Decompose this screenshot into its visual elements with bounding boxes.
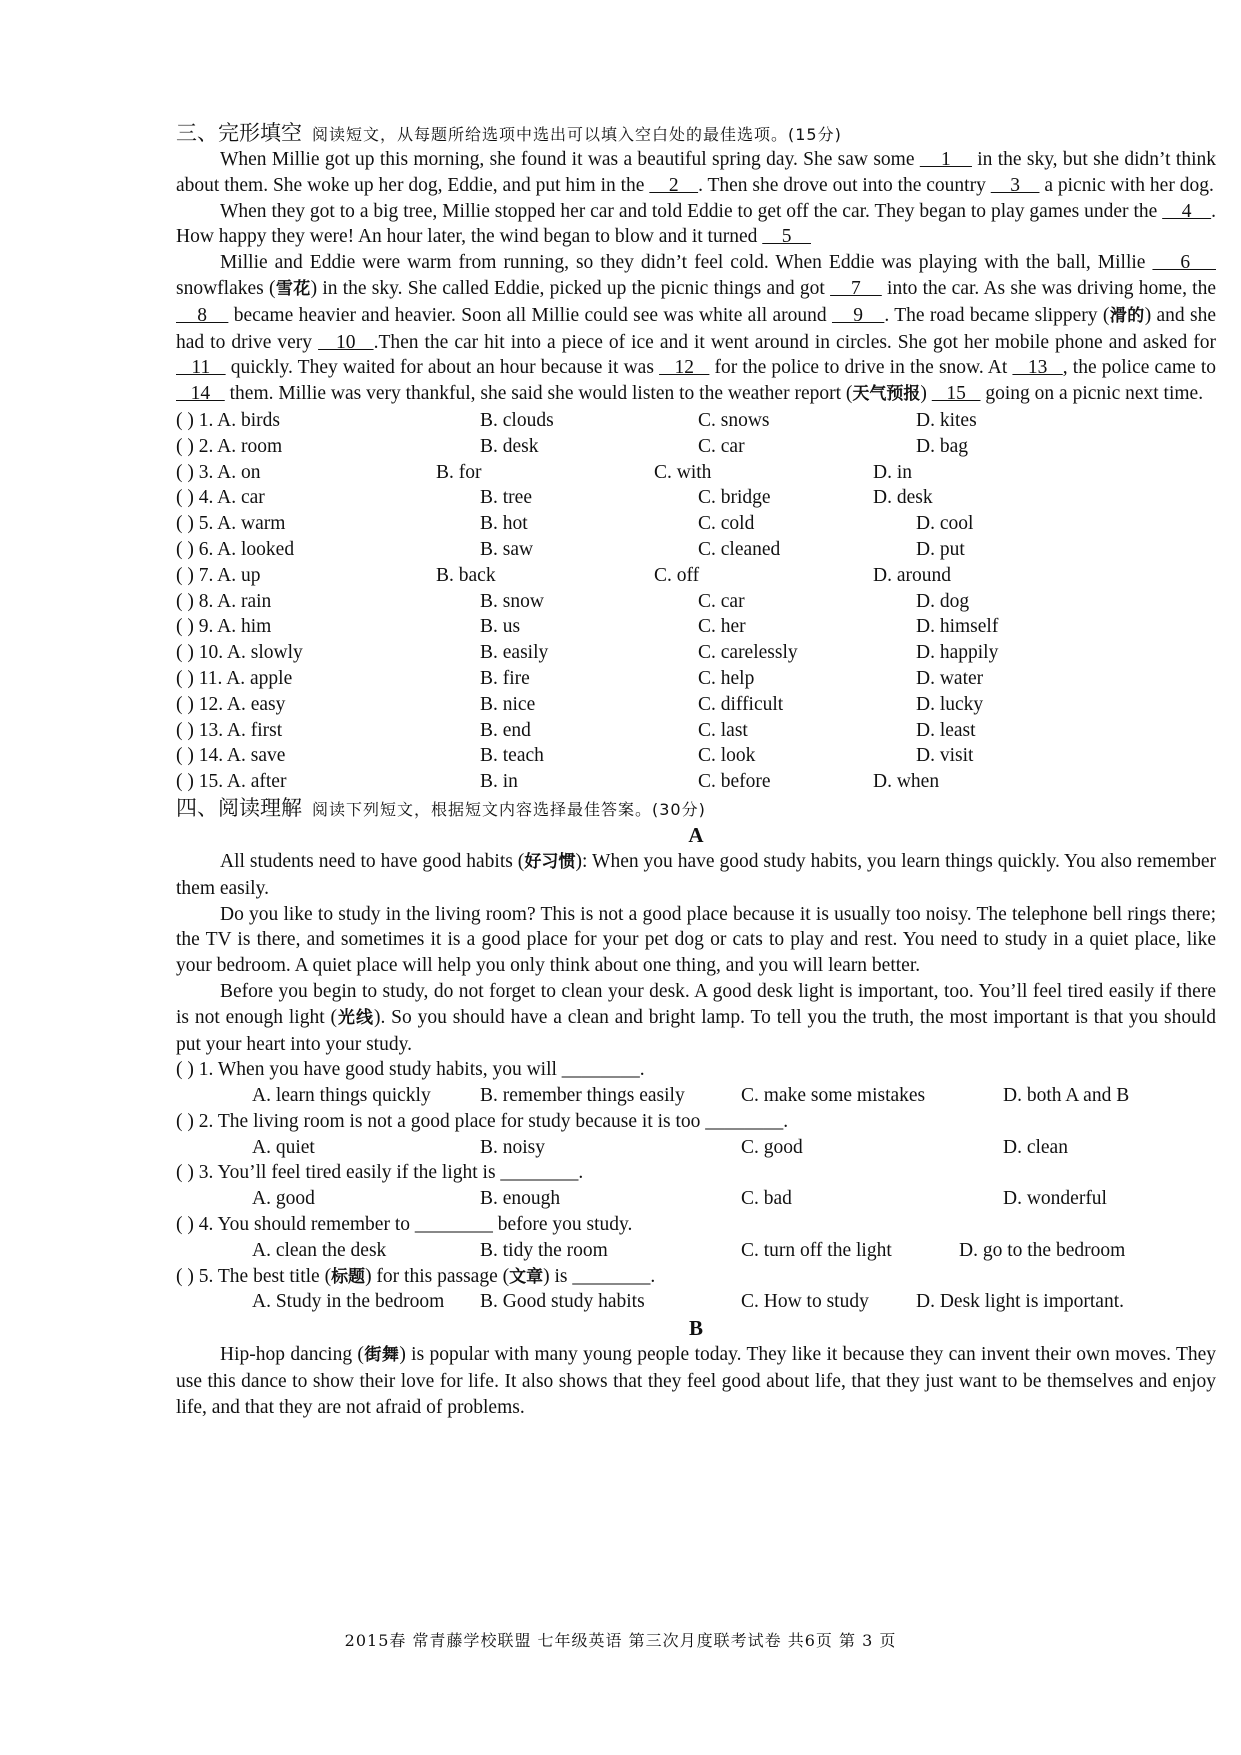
reading-question-5: ( ) 5. The best title (标题) for this passage (文章) is ________. xyxy=(176,1265,656,1287)
cloze-question-4: ( ) 4. A. car B. tree C. bridge D. desk xyxy=(176,487,933,509)
passage-a-paragraph-1: All students need to have good habits (好习惯): When you have good study habits, you learn things quickly. You also remember them easily. xyxy=(176,850,1216,899)
blank-11: 11 xyxy=(176,357,226,379)
blank-8: 8 xyxy=(176,304,229,326)
exam-page xyxy=(176,120,1216,1421)
passage-a-paragraph-3: Before you begin to study, do not forget to clean your desk. A good desk light is important, too. You’ll feel tired easily if there is not enough light (光线). So you should have a clean and bright lamp. To tell you the truth, the most important is that you should put your heart into your study. xyxy=(176,980,1217,1055)
reading-options-4: A. clean the desk B. tidy the room C. turn off the light D. go to the bedroom xyxy=(252,1239,1126,1261)
cloze-question-8: ( ) 8. A. rain B. snow C. car D. dog xyxy=(176,590,970,612)
section3-instruction: 阅读短文，从每题所给选项中选出可以填入空白处的最佳选项。(15分) xyxy=(312,125,842,144)
page-footer: 2015春 常青藤学校联盟 七年级英语 第三次月度联考试卷 共6页 第 3 页 xyxy=(344,1631,897,1650)
passage-a-questions xyxy=(176,1057,1216,1315)
cloze-options xyxy=(176,408,1216,795)
cloze-question-5: ( ) 5. A. warm B. hot C. cold D. cool xyxy=(176,513,974,535)
blank-12: 12 xyxy=(659,357,710,379)
passage-b xyxy=(176,1342,1216,1420)
cloze-passage xyxy=(176,147,1216,408)
cloze-question-7: ( ) 7. A. up B. back C. off D. around xyxy=(176,564,951,586)
section4-instruction: 阅读下列短文，根据短文内容选择最佳答案。(30分) xyxy=(312,799,706,819)
reading-question-2: ( ) 2. The living room is not a good place for study because it is too ________. xyxy=(176,1110,789,1132)
blank-4: 4 xyxy=(1162,200,1212,222)
section4-heading xyxy=(176,795,1216,822)
reading-question-1: ( ) 1. When you have good study habits, you will ________. xyxy=(176,1059,645,1081)
reading-question-3: ( ) 3. You’ll feel tired easily if the light is ________. xyxy=(176,1162,584,1184)
reading-options-3: A. good B. enough C. bad D. wonderful xyxy=(252,1188,1107,1210)
cloze-question-9: ( ) 9. A. him B. us C. her D. himself xyxy=(176,616,999,638)
blank-5: 5 xyxy=(762,226,811,248)
reading-options-5: A. Study in the bedroom B. Good study habits C. How to study D. Desk light is important. xyxy=(252,1291,1124,1313)
cloze-question-3: ( ) 3. A. on B. for C. with D. in xyxy=(176,461,912,483)
reading-options-1: A. learn things quickly B. remember things easily C. make some mistakes D. both A and B xyxy=(252,1085,1130,1107)
passage-b-label: B xyxy=(688,1316,703,1341)
section4-title: 四、阅读理解 xyxy=(176,795,302,820)
cloze-question-12: ( ) 12. A. easy B. nice C. difficult D. lucky xyxy=(176,693,984,715)
blank-9: 9 xyxy=(831,304,885,326)
passage-b-paragraph-1: Hip-hop dancing (街舞) is popular with many young people today. They like it because they can invent their own moves. They use this dance to show their love for life. It also shows that they feel good about life, that they just want to be themselves and enjoy life, and that they are not afraid of problems. xyxy=(176,1344,1217,1418)
cloze-question-11: ( ) 11. A. apple B. fire C. help D. water xyxy=(176,667,984,689)
cloze-question-2: ( ) 2. A. room B. desk C. car D. bag xyxy=(176,435,968,457)
passage-a xyxy=(176,849,1216,1057)
reading-question-4: ( ) 4. You should remember to ________ before you study. xyxy=(176,1214,633,1236)
cloze-paragraph-2: When they got to a big tree, Millie stopped her car and told Eddie to get off the car. They began to play games under the 4 . How happy they were! An hour later, the wind began to blow and it turned 5 xyxy=(176,200,1217,248)
cloze-question-14: ( ) 14. A. save B. teach C. look D. visit xyxy=(176,745,974,767)
blank-3: 3 xyxy=(990,174,1040,196)
cloze-question-15: ( ) 15. A. after B. in C. before D. when xyxy=(176,771,940,793)
passage-a-label: A xyxy=(688,822,704,847)
blank-14: 14 xyxy=(176,383,225,405)
cloze-question-1: ( ) 1. A. birds B. clouds C. snows D. kites xyxy=(176,409,977,431)
reading-options-2: A. quiet B. noisy C. good D. clean xyxy=(252,1136,1068,1158)
section3-heading xyxy=(176,120,1216,147)
blank-2: 2 xyxy=(649,174,699,196)
cloze-question-6: ( ) 6. A. looked B. saw C. cleaned D. put xyxy=(176,538,965,560)
blank-1: 1 xyxy=(919,149,972,170)
cloze-paragraph-3: Millie and Eddie were warm from running, so they didn’t feel cold. When Eddie was playing with the ball, Millie 6 snowflakes (雪花) in the sky. She called Eddie, picked up the picnic things and got 7 into the car. As she was driving home, the 8 became heavier and heavier. Soon all Millie could see was white all around 9 . The road became slippery (滑的) and she had to drive very 10 .Then the car hit into a piece of ice and it went around in circles. She got her mobile phone and asked for 11 quickly. They waited for about an hour because it was 12 for the police to drive in the snow. At 13 , the police came to 14 them. Millie was very thankful, she said she would listen to the weather report (天气预报) 15 going on a picnic next time. xyxy=(176,252,1217,405)
cloze-question-13: ( ) 13. A. first B. end C. last D. least xyxy=(176,719,976,741)
blank-7: 7 xyxy=(830,277,882,299)
blank-10: 10 xyxy=(318,331,374,353)
blank-6: 6 xyxy=(1152,252,1216,274)
section3-title: 三、完形填空 xyxy=(176,121,302,145)
cloze-question-10: ( ) 10. A. slowly B. easily C. carelessly D. happily xyxy=(176,642,999,664)
passage-a-paragraph-2: Do you like to study in the living room? This is not a good place because it is usually too noisy. The telephone bell rings there; the TV is there, and sometimes it is a good place for your pet dog or cats to play and rest. You need to study in a quiet place, like your bedroom. A quiet place will help you only think about one thing, and you will learn better. xyxy=(176,903,1216,977)
blank-13: 13 xyxy=(1012,357,1063,379)
blank-15: 15 xyxy=(931,383,981,405)
cloze-paragraph-1: When Millie got up this morning, she found it was a beautiful spring day. She saw some 1 in the sky, but she didn’t think about them. She woke up her dog, Eddie, and put him in the 2 . Then she drove out into the country 3 a picnic with her dog. xyxy=(176,149,1216,196)
